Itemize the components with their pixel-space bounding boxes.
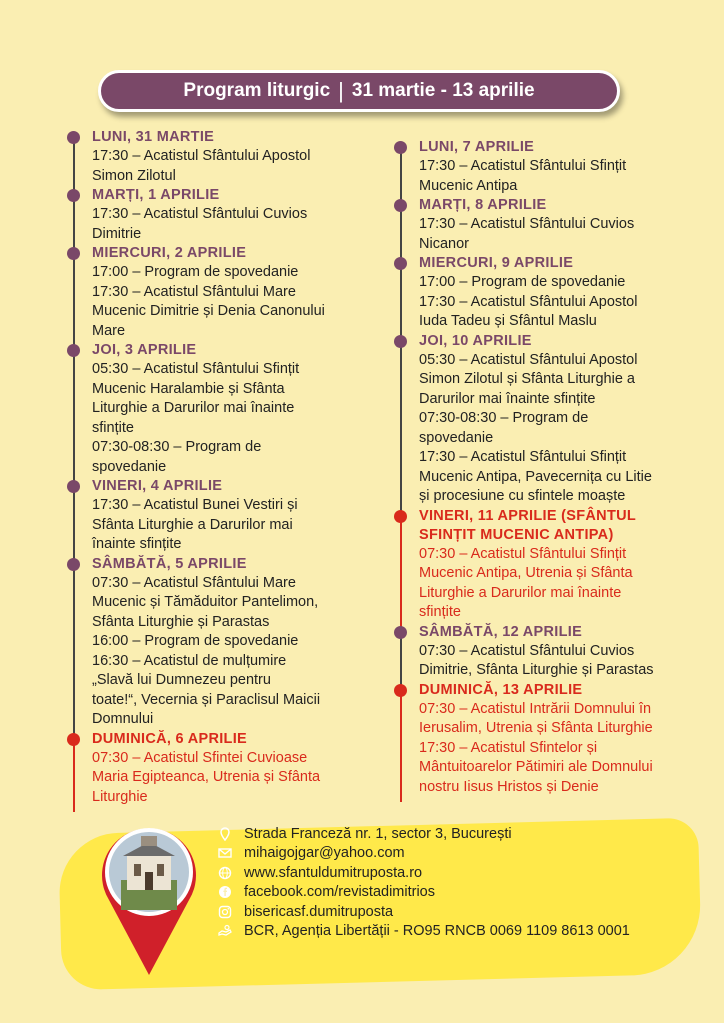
day-title: LUNI, 31 MARTIE bbox=[92, 129, 215, 145]
instagram-icon bbox=[218, 905, 232, 919]
schedule-day bbox=[393, 332, 693, 507]
day-title: MIERCURI, 2 APRILIE bbox=[92, 245, 247, 261]
schedule-entry-line: 17:00 – Program de spovedanie bbox=[419, 274, 626, 290]
schedule-entry-line: Maria Egipteanca, Utrenia și Sfânta bbox=[92, 769, 321, 785]
day-title: LUNI, 7 APRILIE bbox=[419, 139, 535, 155]
location-icon bbox=[218, 827, 232, 841]
day-title: VINERI, 4 APRILIE bbox=[92, 478, 223, 494]
schedule-day bbox=[393, 681, 693, 798]
schedule-entry-line: 17:30 – Acatistul Sfântului Apostol bbox=[419, 293, 638, 310]
schedule-entry-line: 17:30 – Acatistul Sfântului Sfințit bbox=[419, 158, 627, 174]
timeline-dot-icon bbox=[394, 257, 407, 270]
schedule-day bbox=[66, 128, 366, 186]
timeline-dot-icon bbox=[67, 189, 80, 202]
schedule-entry-line: 07:30 – Acatistul Sfântului Mare bbox=[92, 574, 296, 591]
schedule-entry-line: Mucenic Antipa bbox=[419, 177, 518, 194]
timeline-dot-icon bbox=[67, 733, 80, 746]
schedule-day bbox=[393, 623, 693, 681]
schedule-entry-line: 17:30 – Acatistul Sfântului Sfințit bbox=[419, 449, 627, 465]
schedule-entry-line: 07:30 – Acatistul Sfântului Sfințit bbox=[419, 545, 627, 562]
contact-item[interactable] bbox=[218, 922, 698, 942]
day-title: JOI, 10 APRILIE bbox=[419, 332, 532, 349]
day-title: VINERI, 11 APRILIE (SFÂNTUL bbox=[419, 507, 637, 524]
schedule-entry-line: 17:30 – Acatistul Sfântului Cuvios bbox=[419, 216, 635, 232]
schedule-entry-line: 17:30 – Acatistul Sfântului Cuvios bbox=[92, 206, 308, 222]
schedule-entry-line: Sfânta Liturghie și Parastas bbox=[92, 613, 270, 630]
schedule-entry-line: spovedanie bbox=[92, 458, 167, 475]
timeline-dot-icon bbox=[67, 131, 80, 144]
schedule-entry-line: 17:00 – Program de spovedanie bbox=[92, 264, 299, 280]
contact-text: mihaigojgar@yahoo.com bbox=[244, 845, 405, 862]
timeline-dot-icon bbox=[394, 141, 407, 154]
schedule-day bbox=[66, 244, 366, 341]
schedule-day bbox=[393, 254, 693, 332]
contact-text: BCR, Agenția Libertății - RO95 RNCB 0069 1109 8613 0001 bbox=[244, 923, 630, 940]
schedule-entry-line: Darurilor mai înainte sfințite bbox=[419, 390, 596, 407]
schedule-day bbox=[66, 555, 366, 730]
schedule-entry-line: 05:30 – Acatistul Sfântului Apostol bbox=[419, 351, 638, 368]
day-title: MARȚI, 8 APRILIE bbox=[419, 197, 547, 213]
schedule-day bbox=[66, 186, 366, 244]
schedule-entry-line: Dimitrie, Sfânta Liturghie și Parastas bbox=[419, 662, 654, 678]
schedule-entry-line: sfințite bbox=[92, 419, 134, 436]
day-title: DUMINICĂ, 13 APRILIE bbox=[419, 681, 583, 698]
schedule-entry-line: Liturghie a Darurilor mai înainte bbox=[92, 400, 295, 416]
schedule-entry-line: Mucenic Antipa, Utrenia și Sfânta bbox=[419, 565, 633, 581]
day-title: SÂMBĂTĂ, 12 APRILIE bbox=[419, 623, 583, 640]
contact-text: bisericasf.dumitruposta bbox=[244, 903, 394, 920]
schedule-entry-line: Liturghie a Darurilor mai înainte bbox=[419, 584, 622, 601]
church-location-pin bbox=[97, 820, 201, 975]
schedule-entry-line: 17:30 – Acatistul Sfintelor și bbox=[419, 739, 598, 756]
schedule-day bbox=[393, 138, 693, 196]
facebook-icon bbox=[218, 885, 232, 899]
schedule-entry-line: 07:30 – Acatistul Sfintei Cuvioase bbox=[92, 749, 308, 766]
schedule-entry-line: nostru Iisus Hristos și Denie bbox=[419, 778, 599, 795]
schedule-day bbox=[66, 477, 366, 555]
email-icon bbox=[218, 846, 232, 860]
schedule-entry-line: toate!“, Vecernia și Paraclisul Maicii bbox=[92, 691, 321, 708]
schedule-entry-line: Nicanor bbox=[419, 235, 469, 252]
banner-title: Program liturgic bbox=[183, 80, 331, 101]
day-title: MIERCURI, 9 APRILIE bbox=[419, 255, 574, 271]
schedule-entry-line: 17:30 – Acatistul Sfântului Mare bbox=[92, 283, 296, 300]
schedule-entry-line: 05:30 – Acatistul Sfântului Sfințit bbox=[92, 361, 300, 377]
schedule-entry-line: spovedanie bbox=[419, 429, 494, 446]
schedule-entry-line: Simon Zilotul bbox=[92, 167, 176, 184]
banner-separator: | bbox=[338, 78, 344, 103]
schedule-entry-line: 16:00 – Program de spovedanie bbox=[92, 633, 299, 649]
schedule-entry-line: Mucenic Antipa, Pavecernița cu Litie bbox=[419, 468, 652, 485]
schedule-entry-line: Mântuitoarelor Pătimiri ale Domnului bbox=[419, 759, 653, 775]
schedule-entry-line: „Slavă lui Dumnezeu pentru bbox=[92, 672, 271, 688]
schedule-entry-line: 07:30-08:30 – Program de bbox=[92, 439, 262, 455]
schedule-entry-line: 17:30 – Acatistul Bunei Vestiri și bbox=[92, 497, 298, 513]
schedule-day bbox=[66, 341, 366, 477]
timeline-dot-icon bbox=[394, 335, 407, 348]
schedule-entry-line: Mare bbox=[92, 322, 126, 339]
contact-list bbox=[218, 824, 698, 941]
schedule-entry-line: Ierusalim, Utrenia și Sfânta Liturghie bbox=[419, 720, 653, 736]
contact-text: facebook.com/revistadimitrios bbox=[244, 884, 435, 901]
contact-item[interactable] bbox=[218, 883, 698, 903]
program-banner bbox=[98, 70, 620, 112]
day-title: DUMINICĂ, 6 APRILIE bbox=[92, 730, 248, 747]
schedule-entry-line: Sfânta Liturghie a Darurilor mai bbox=[92, 516, 293, 533]
contact-item[interactable] bbox=[218, 902, 698, 922]
timeline-dot-icon bbox=[67, 247, 80, 260]
timeline-dot-icon bbox=[67, 344, 80, 357]
schedule-entry-line: 16:30 – Acatistul de mulțumire bbox=[92, 652, 287, 669]
donate-icon bbox=[218, 924, 232, 938]
schedule-entry-line: Mucenic și Tămăduitor Pantelimon, bbox=[92, 594, 319, 610]
schedule-entry-line: Mucenic Dimitrie și Denia Canonului bbox=[92, 303, 325, 319]
schedule-entry-line: Liturghie bbox=[92, 788, 148, 805]
schedule-entry-line: Iuda Tadeu și Sfântul Maslu bbox=[419, 313, 597, 329]
schedule-entry-line: Simon Zilotul și Sfânta Liturghie a bbox=[419, 371, 635, 387]
schedule-entry-line: 17:30 – Acatistul Sfântului Apostol bbox=[92, 148, 311, 164]
day-title: JOI, 3 APRILIE bbox=[92, 342, 197, 358]
timeline-dot-icon bbox=[394, 199, 407, 212]
schedule-entry-line: 07:30 – Acatistul Intrării Domnului în bbox=[419, 700, 652, 717]
schedule-day bbox=[393, 507, 693, 623]
contact-item[interactable] bbox=[218, 863, 698, 883]
globe-icon bbox=[218, 866, 232, 880]
contact-text: www.sfantuldumitruposta.ro bbox=[244, 864, 423, 881]
contact-item[interactable] bbox=[218, 824, 698, 844]
schedule-column-right bbox=[393, 138, 693, 797]
schedule-entry-line: înainte sfințite bbox=[92, 536, 182, 552]
timeline-dot-icon bbox=[394, 626, 407, 639]
day-title: MARȚI, 1 APRILIE bbox=[92, 187, 220, 203]
schedule-entry-line: Mucenic Haralambie și Sfânta bbox=[92, 380, 285, 397]
schedule-entry-line: și procesiune cu sfintele moaște bbox=[419, 488, 626, 504]
schedule-entry-line: 07:30 – Acatistul Sfântului Cuvios bbox=[419, 642, 635, 659]
timeline-dot-icon bbox=[394, 510, 407, 523]
contact-text: Strada Franceză nr. 1, sector 3, București bbox=[244, 825, 512, 842]
banner-dates: 31 martie - 13 aprilie bbox=[351, 80, 535, 101]
schedule-entry-line: Dimitrie bbox=[92, 225, 142, 242]
schedule-entry-line: Domnului bbox=[92, 711, 154, 727]
schedule-column-left bbox=[66, 128, 366, 807]
schedule-day bbox=[66, 730, 366, 808]
day-title: SÂMBĂTĂ, 5 APRILIE bbox=[92, 555, 247, 572]
day-title-continued: SFINȚIT MUCENIC ANTIPA) bbox=[419, 526, 614, 543]
timeline-dot-icon bbox=[67, 480, 80, 493]
timeline-dot-icon bbox=[67, 558, 80, 571]
schedule-entry-line: sfințite bbox=[419, 604, 461, 620]
schedule-entry-line: 07:30-08:30 – Program de bbox=[419, 410, 589, 426]
timeline-dot-icon bbox=[394, 684, 407, 697]
schedule-day bbox=[393, 196, 693, 254]
contact-item[interactable] bbox=[218, 844, 698, 864]
